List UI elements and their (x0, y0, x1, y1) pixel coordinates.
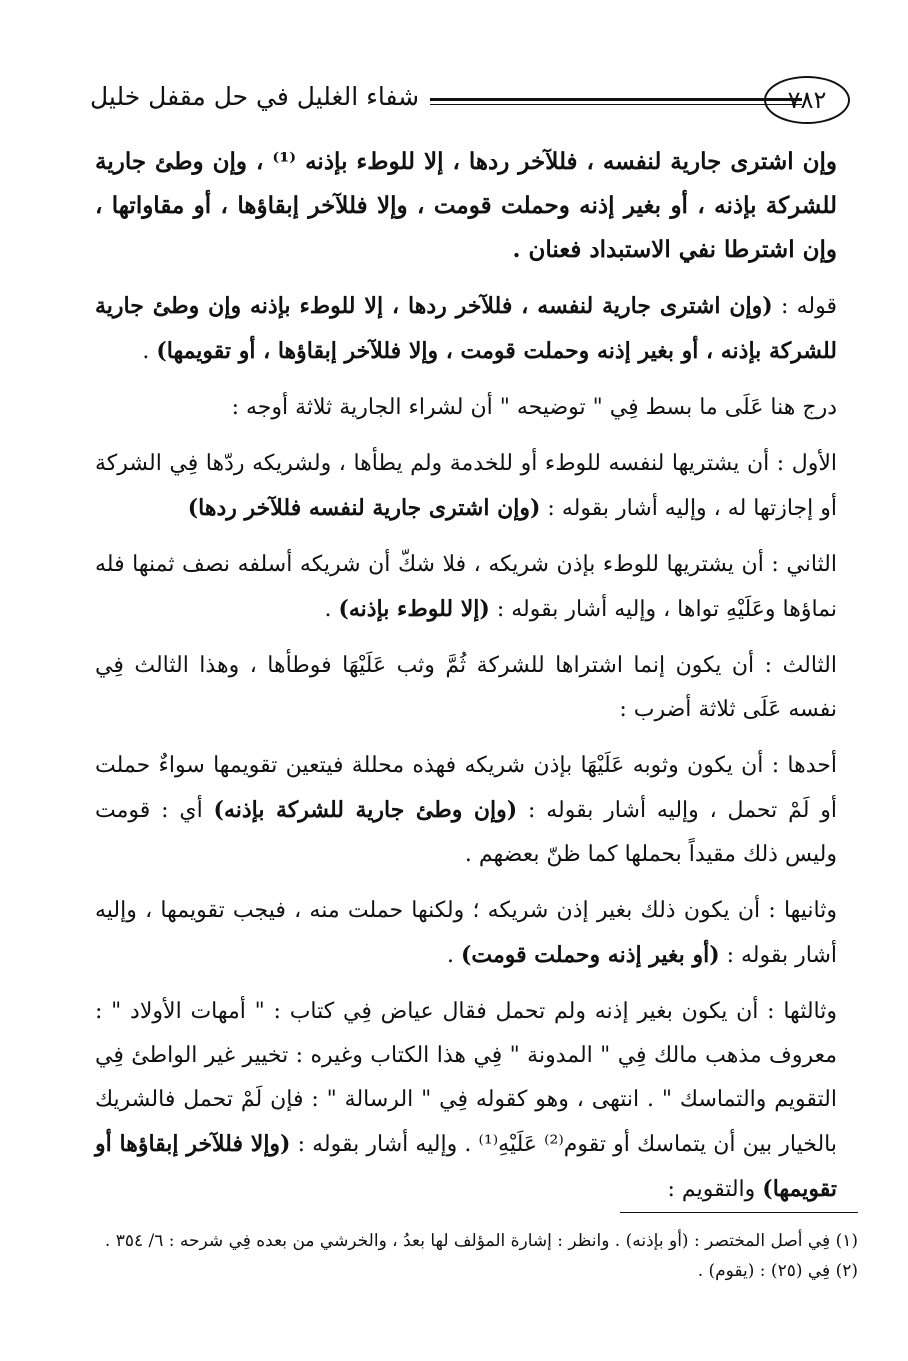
commentary-paragraph-1 (95, 284, 837, 374)
commentary-tail: . (446, 943, 461, 968)
footnote-separator (620, 1212, 858, 1213)
commentary-tail: أي : قومت وليس ذلك مقيداً بحملها كما ظنّ بعضهم . (95, 798, 837, 867)
footnote-2: (٢) فِي (٢٥) : (يقوم) . (697, 1261, 858, 1281)
commentary-lead: قوله : (772, 294, 838, 319)
matn-quote: (وإن اشترى جارية لنفسه فللآخر ردها) (187, 495, 541, 521)
commentary-text: وثانيها : أن يكون ذلك بغير إذن شريكه ؛ ولكنها حملت منه ، فيجب تقويمها ، وإليه أشار بقوله : (95, 898, 837, 968)
footnotes (95, 1226, 858, 1286)
matn-quote: (وإلا فللآخر إبقاؤها أو تقويمها) (95, 1131, 837, 1202)
matn-quote: (أو بغير إذنه وحملت قومت) (460, 942, 720, 968)
commentary-tail: والتقويم : (667, 1177, 763, 1202)
matn-quote: (إلا للوطء بإذنه) (338, 596, 490, 622)
matn-paragraph: وإن اشترى جارية لنفسه ، فللآخر ردها ، إلا للوطء بإذنه ⁽¹⁾ ، وإن وطئ جارية للشركة بإذنه ، أو بغير إذنه وحملت قومت ، وإلا فللآخر إبقاؤها ، أو مقاواتها ، وإن اشترطا نفي الاستبداد فعنان . (95, 148, 837, 263)
book-title: شفاء الغليل في حل مقفل خليل (90, 82, 420, 111)
header-double-rule (430, 98, 802, 105)
footnote-1: (١) فِي أصل المختصر : (أو بإذنه) . وانظر : إشارة المؤلف لها بعدُ ، والخرشي من بعده فِي شرحه : ٦/ ٣٥٤ . (104, 1231, 858, 1251)
page-number-text: ٧٨٢ (787, 86, 827, 114)
running-header (90, 68, 850, 124)
commentary-paragraph-7 (95, 889, 837, 978)
commentary-text: الثاني : أن يشتريها للوطء بإذن شريكه ، فلا شكّ أن شريكه أسلفه نصف ثمنها فله نماؤها وعَلَيْهِ تواها ، وإليه أشار بقوله : (95, 552, 837, 622)
commentary-paragraph-5: الثالث : أن يكون إنما اشتراها للشركة ثُمَّ وثب عَلَيْهَا فوطأها ، وهذا الثالث فِي نفسه عَلَى ثلاثة أضرب : (95, 653, 837, 722)
commentary-paragraph-6 (95, 744, 837, 877)
commentary-paragraph-8 (95, 990, 837, 1212)
commentary-paragraph-3 (95, 442, 837, 531)
main-text (95, 140, 837, 1224)
commentary-text: وثالثها : أن يكون بغير إذنه ولم تحمل فقال عياض فِي كتاب : " أمهات الأولاد " : معروف مذهب مالك فِي " المدونة " فِي هذا الكتاب وغيره : تخيير غير الواطئ فِي التقويم والتماسك " . انتهى ، وهو كقوله فِي " الرسالة " : فإن لَمْ تحمل فالشريك بالخيار بين أن يتماسك أو تقوم⁽²⁾ عَلَيْهِ⁽¹⁾ . وإليه أشار بقوله : (95, 999, 837, 1157)
commentary-tail: . (142, 339, 157, 364)
commentary-text: الأول : أن يشتريها لنفسه للوطء أو للخدمة ولم يطأها ، ولشريكه ردّها فِي الشركة أو إجازتها له ، وإليه أشار بقوله : (95, 451, 837, 521)
matn-quote: (وإن اشترى جارية لنفسه ، فللآخر ردها ، إلا للوطء بإذنه وإن وطئ جارية للشركة بإذنه ، أو بغير إذنه وحملت قومت ، وإلا فللآخر إبقاؤها ، أو تقويمها) (95, 293, 837, 364)
commentary-paragraph-2: درج هنا عَلَى ما بسط فِي " توضيحه " أن لشراء الجارية ثلاثة أوجه : (231, 395, 837, 420)
commentary-tail: . (324, 597, 339, 622)
page-number (764, 76, 850, 124)
matn-quote: (وإن وطئ جارية للشركة بإذنه) (213, 797, 518, 823)
commentary-paragraph-4 (95, 543, 837, 632)
commentary-text: أحدها : أن يكون وثوبه عَلَيْهَا بإذن شريكه فهذه محللة فيتعين تقويمها سواءٌ حملت أو لَمْ تحمل ، وإليه أشار بقوله : (95, 753, 837, 823)
